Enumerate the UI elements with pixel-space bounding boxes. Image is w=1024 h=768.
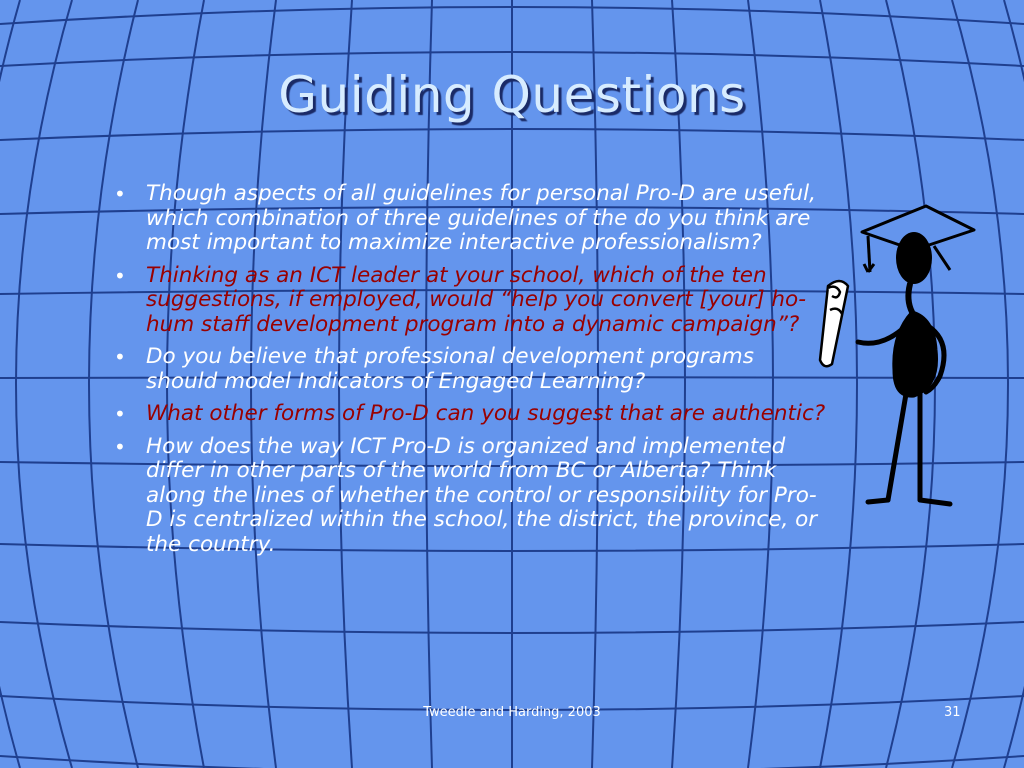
question-list	[108, 182, 828, 565]
question-item	[108, 402, 828, 427]
graduate-figure	[810, 200, 980, 520]
question-text: Thinking as an ICT leader at your school, which of the ten suggestions, if employed, would “help you convert [your] ho-hum staff development program into a dynamic campaign”?	[146, 262, 806, 337]
question-item	[108, 182, 828, 256]
bullet-marker: •	[114, 402, 126, 426]
bullet-marker: •	[114, 345, 126, 369]
bullet-marker: •	[114, 434, 126, 459]
footer-citation: Tweedle and Harding, 2003	[423, 705, 601, 720]
question-text: Though aspects of all guidelines for personal Pro-D are useful, which combination of three guidelines of the do you think are most important to maximize interactive professionalism?	[146, 181, 816, 255]
slide-title: Guiding Questions	[278, 66, 746, 124]
bullet-marker: •	[114, 182, 126, 206]
bullet-marker: •	[114, 263, 126, 288]
question-text: What other forms of Pro-D can you suggest that are authentic?	[146, 401, 826, 426]
page-number: 31	[944, 705, 961, 720]
question-item	[108, 345, 828, 394]
question-item	[108, 264, 828, 338]
question-item	[108, 435, 828, 558]
question-text: How does the way ICT Pro-D is organized and implemented differ in other parts of the world from BC or Alberta? Think along the lines of whether the control or responsibility for Pro-D is centralized within the school, the district, the province, or the country.	[146, 433, 818, 557]
body-icon	[858, 284, 950, 504]
diploma-icon	[820, 281, 848, 366]
head-icon	[896, 232, 932, 284]
question-text: Do you believe that professional development programs should model Indicators of Engaged Learning?	[146, 344, 754, 394]
